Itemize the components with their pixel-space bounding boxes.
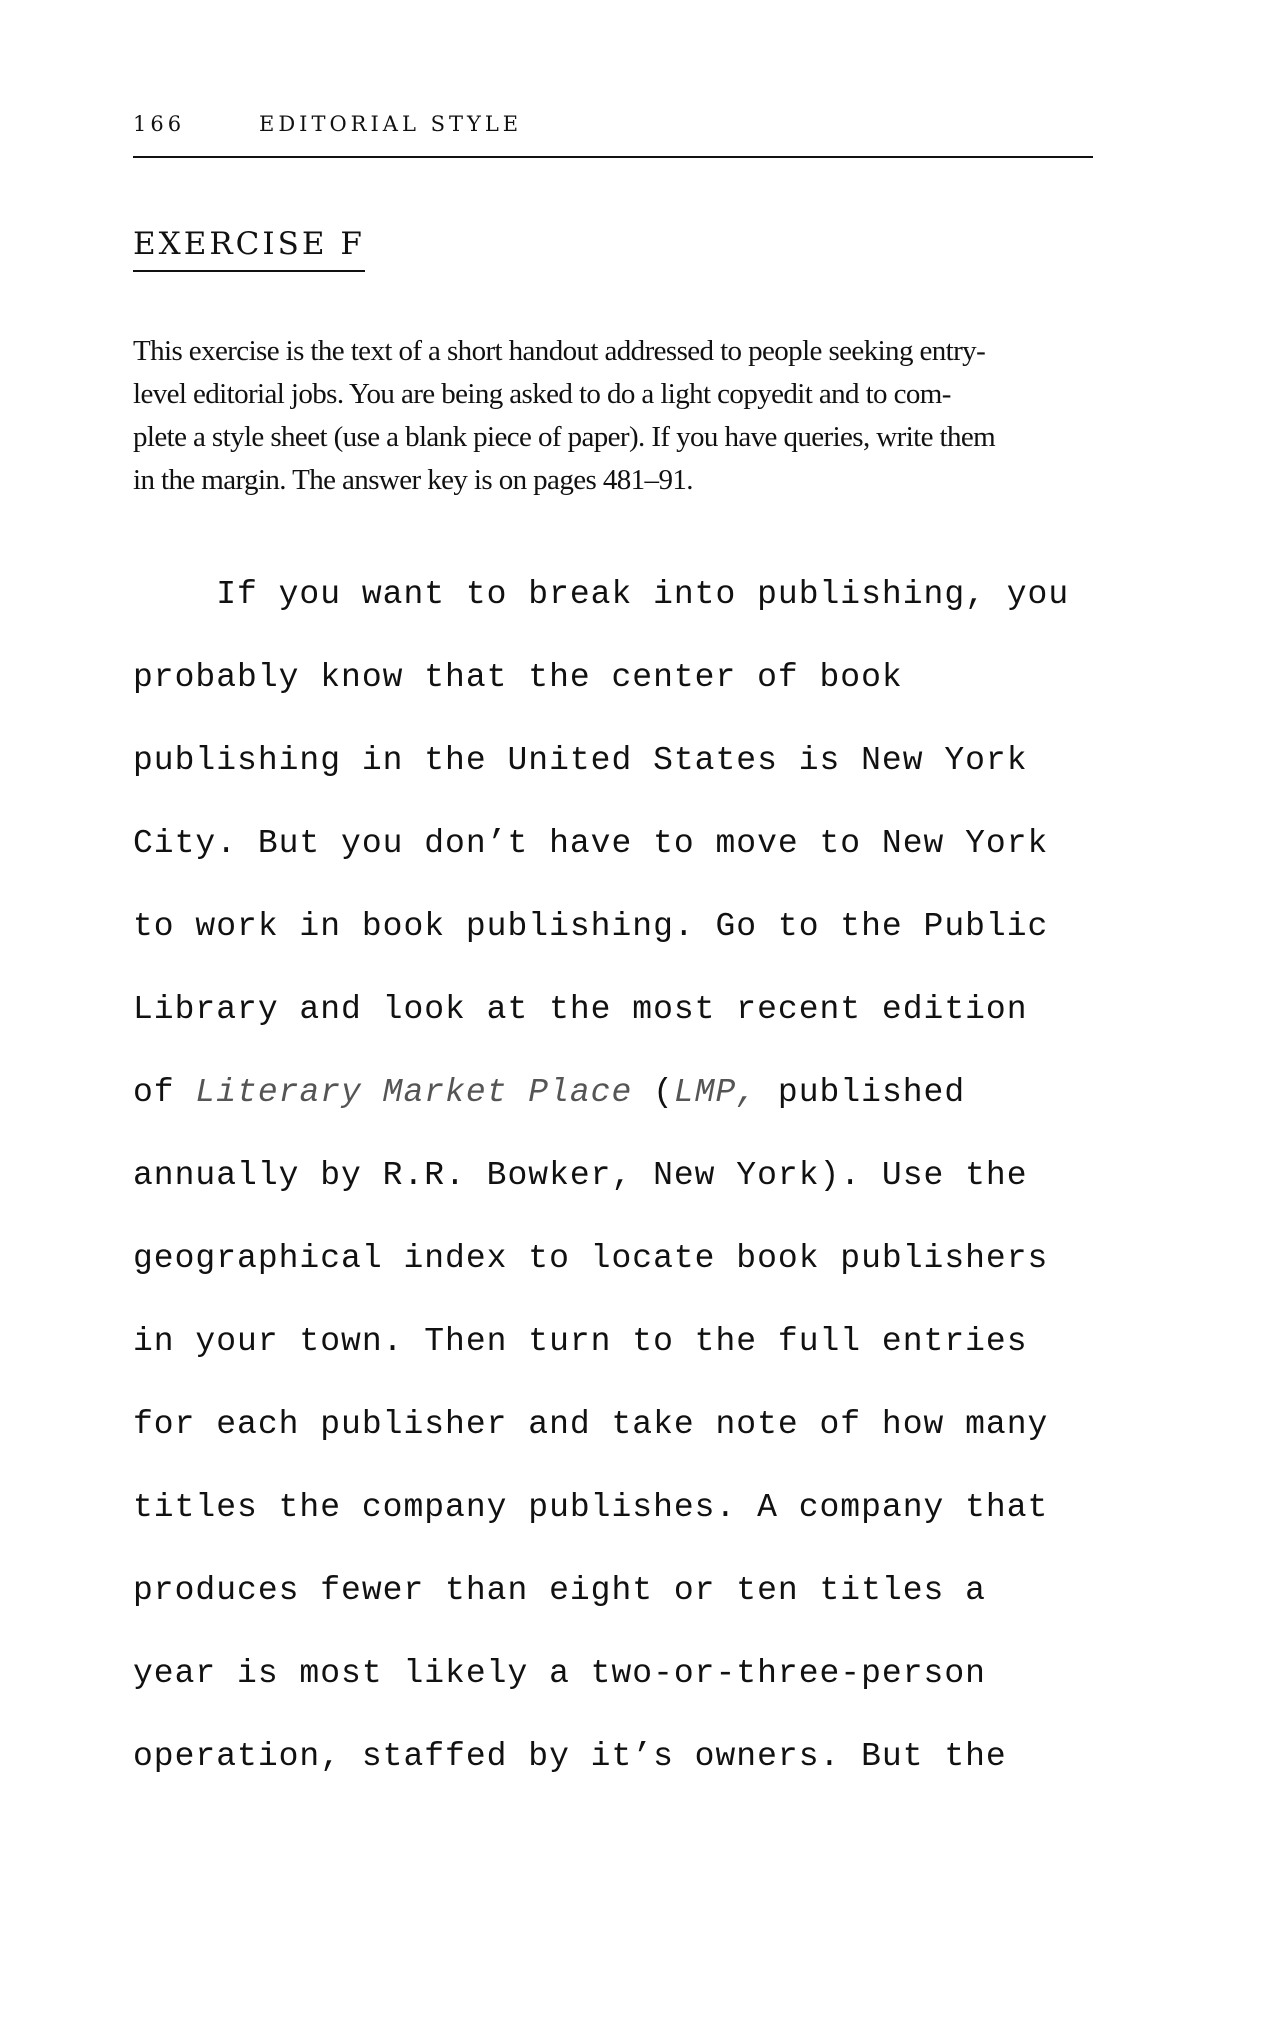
body-line: City. But you don’t have to move to New York (133, 825, 1049, 862)
body-line: annually by R.R. Bowker, New York). Use the (133, 1157, 1028, 1194)
exercise-instructions (133, 330, 1093, 502)
instructions-line: This exercise is the text of a short handout addressed to people seeking entry- (133, 335, 986, 367)
exercise-body-text (133, 553, 1093, 1798)
instructions-line: level editorial jobs. You are being asked to do a light copyedit and to com- (133, 378, 951, 410)
body-line: in your town. Then turn to the full entries (133, 1323, 1028, 1360)
body-line: year is most likely a two-or-three-person (133, 1655, 986, 1692)
body-line-middle: ( (632, 1074, 674, 1111)
running-title: EDITORIAL STYLE (259, 112, 523, 136)
page-number: 166 (133, 112, 186, 136)
body-line-with-title (133, 1051, 1093, 1134)
body-line: operation, staffed by it’s owners. But the (133, 1738, 1007, 1775)
publication-title: Literary Market Place (195, 1074, 633, 1111)
body-line: publishing in the United States is New York (133, 742, 1028, 779)
exercise-title: EXERCISE F (133, 226, 365, 272)
body-line-suffix: published (757, 1074, 966, 1111)
body-line-prefix: of (133, 1074, 196, 1111)
body-line: titles the company publishes. A company that (133, 1489, 1049, 1526)
body-line: If you want to break into publishing, you (133, 576, 1070, 613)
publication-abbreviation: LMP, (673, 1074, 758, 1111)
body-line: geographical index to locate book publishers (133, 1240, 1049, 1277)
body-line: probably know that the center of book (133, 659, 903, 696)
body-line: produces fewer than eight or ten titles a (133, 1572, 986, 1609)
body-line: Library and look at the most recent edition (133, 991, 1028, 1028)
instructions-line: plete a style sheet (use a blank piece of paper). If you have queries, write them (133, 421, 996, 453)
instructions-line: in the margin. The answer key is on pages 481–91. (133, 464, 693, 496)
body-line: for each publisher and take note of how many (133, 1406, 1049, 1443)
running-head (133, 110, 1093, 158)
body-line: to work in book publishing. Go to the Public (133, 908, 1049, 945)
